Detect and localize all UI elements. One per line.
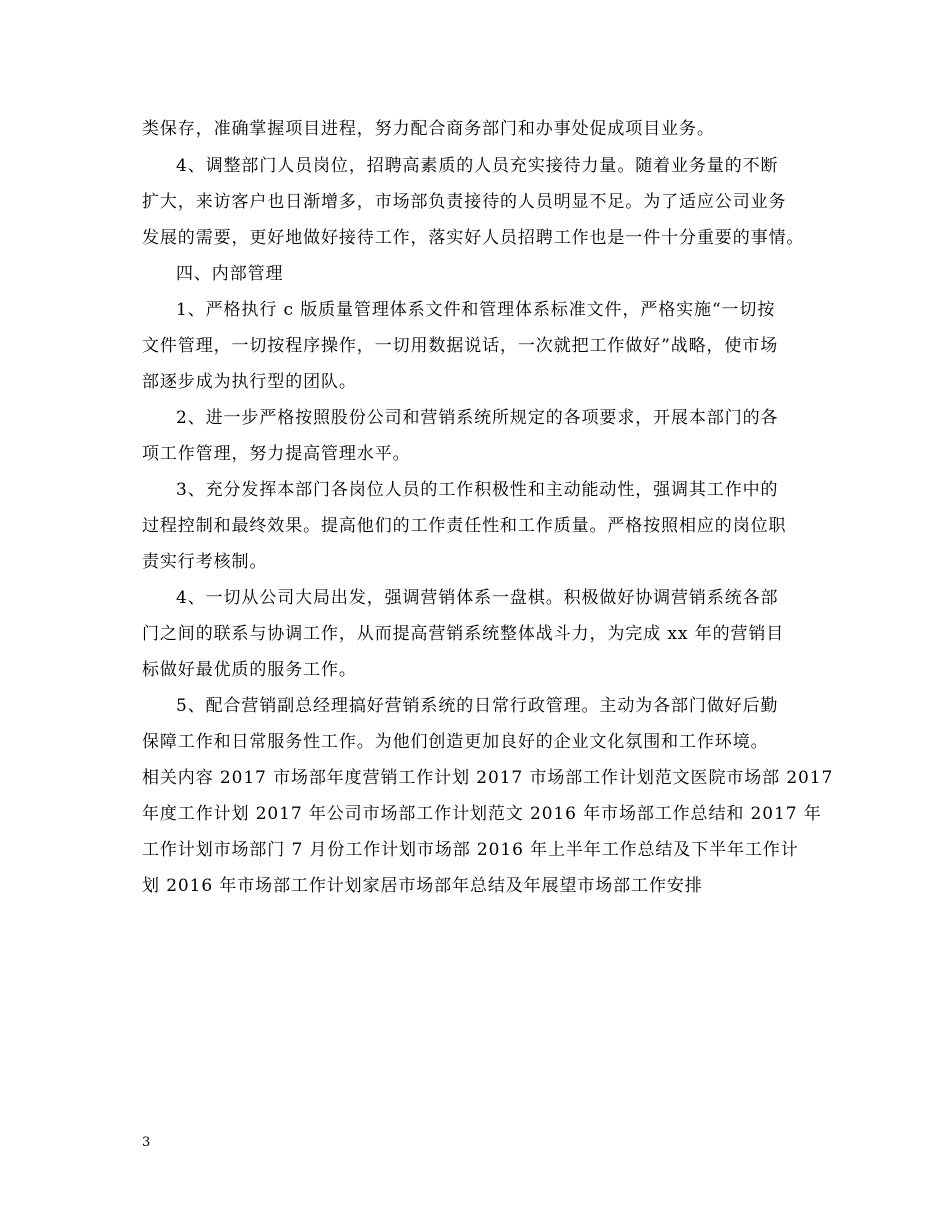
paragraph-line: 文件管理，一切按程序操作，一切用数据说话，一次就把工作做好”战略，使市场 xyxy=(142,336,779,356)
paragraph-line: 保障工作和日常服务性工作。为他们创造更加良好的企业文化氛围和工作环境。 xyxy=(142,732,769,752)
paragraph-line: 责实行考核制。 xyxy=(142,552,268,572)
related-content-line: 划 2016 年市场部工作计划家居市场部年总结及年展望市场部工作安排 xyxy=(142,876,703,896)
paragraph-line: 类保存，准确掌握项目进程，努力配合商务部门和办事处促成项目业务。 xyxy=(142,119,715,139)
paragraph-line: 3、充分发挥本部门各岗位人员的工作积极性和主动能动性，强调其工作中的 xyxy=(176,480,779,500)
paragraph-line: 项工作管理，努力提高管理水平。 xyxy=(142,444,411,464)
paragraph-line: 标做好最优质的服务工作。 xyxy=(142,660,357,680)
section-heading: 四、内部管理 xyxy=(176,264,284,284)
paragraph-line: 扩大，来访客户也日渐增多，市场部负责接待的人员明显不足。为了适应公司业务 xyxy=(142,192,787,212)
paragraph-line: 4、一切从公司大局出发，强调营销体系一盘棋。积极做好协调营销系统各部 xyxy=(176,588,779,608)
paragraph-line: 过程控制和最终效果。提高他们的工作责任性和工作质量。严格按照相应的岗位职 xyxy=(142,516,787,536)
page-number: 3 xyxy=(142,1135,151,1150)
paragraph-line: 5、配合营销副总经理搞好营销系统的日常行政管理。主动为各部门做好后勤 xyxy=(176,696,779,716)
related-content-line: 年度工作计划 2017 年公司市场部工作计划范文 2016 年市场部工作总结和 2017 年 xyxy=(142,804,822,824)
related-content-line: 工作计划市场部门 7 月份工作计划市场部 2016 年上半年工作总结及下半年工作计 xyxy=(142,840,799,860)
paragraph-line: 门之间的联系与协调工作，从而提高营销系统整体战斗力，为完成 xx 年的营销目 xyxy=(142,624,785,644)
paragraph-line: 4、调整部门人员岗位，招聘高素质的人员充实接待力量。随着业务量的不断 xyxy=(176,156,779,176)
paragraph-line: 发展的需要，更好地做好接待工作，落实好人员招聘工作也是一件十分重要的事情。 xyxy=(142,228,805,248)
paragraph-line: 2、进一步严格按照股份公司和营销系统所规定的各项要求，开展本部门的各 xyxy=(176,408,779,428)
paragraph-line: 部逐步成为执行型的团队。 xyxy=(142,372,357,392)
paragraph-line: 1、严格执行 c 版质量管理体系文件和管理体系标准文件，严格实施“一切按 xyxy=(176,300,776,320)
related-content-line: 相关内容 2017 市场部年度营销工作计划 2017 市场部工作计划范文医院市场部 2017 xyxy=(142,768,834,788)
